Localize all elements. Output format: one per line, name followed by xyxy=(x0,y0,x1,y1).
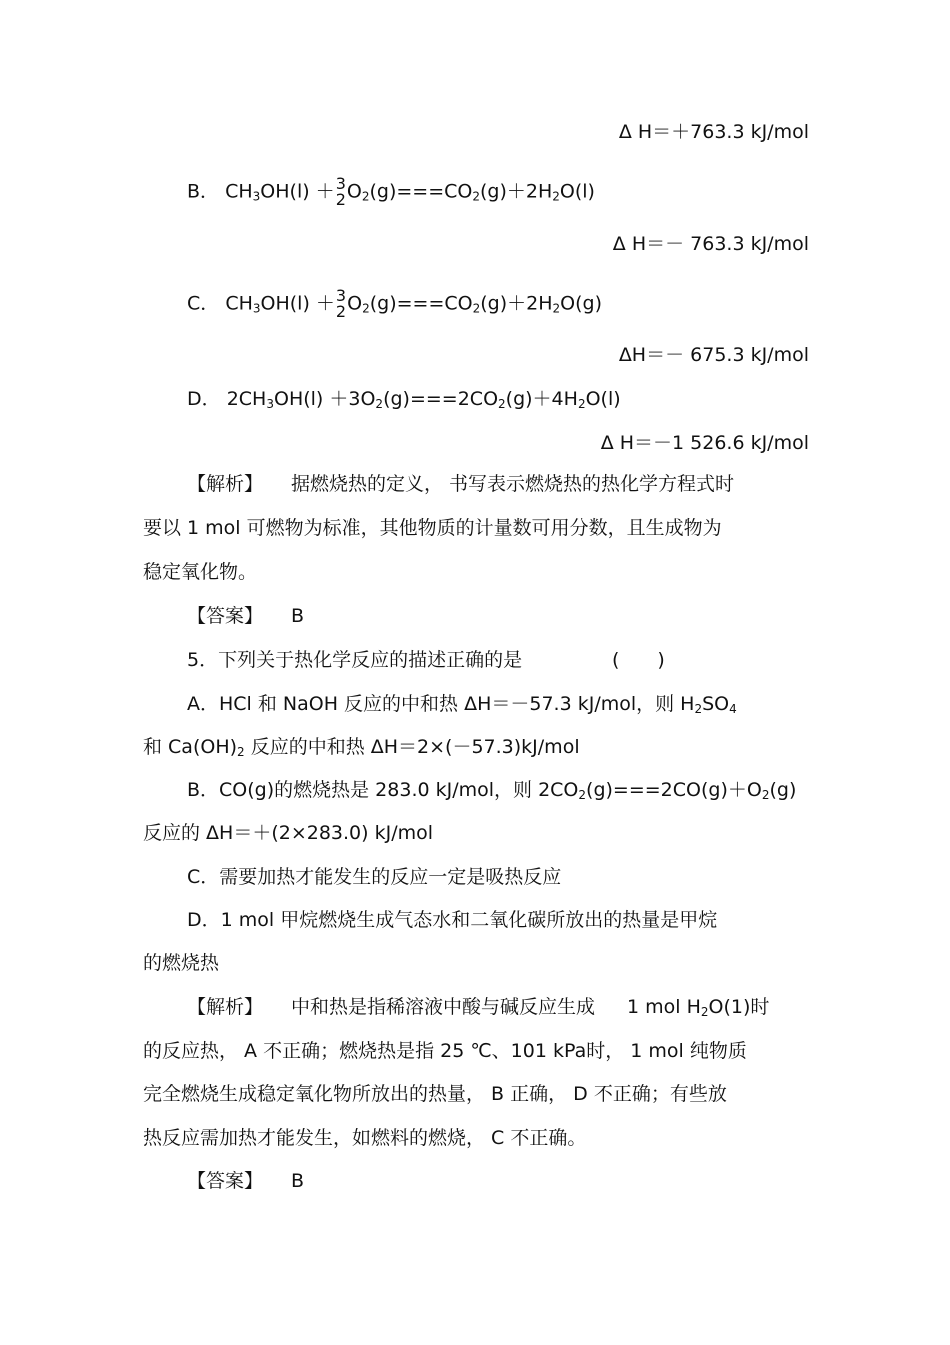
q4-analysis-line-3: 稳定氧化物。 xyxy=(143,561,258,583)
analysis-label: 【解析】 xyxy=(187,473,264,495)
option-d-equation: D． $2CH_3OH(l) +3O_2(g)===2CO_2(g)+4H_2O(l)$ xyxy=(187,388,621,411)
q5-answer-paren: ( ) xyxy=(612,649,665,671)
q5-analysis-line-3: 完全燃烧生成稳定氧化物所放出的热量， B 正确， D 不正确；有些放 xyxy=(143,1083,727,1105)
fraction: 3 2 xyxy=(335,174,346,209)
fraction: 3 2 xyxy=(335,286,347,321)
q5-analysis-line-1: 【解析】 中和热是指稀溶液中酸与碱反应生成 1 mol $H_2O(1)$时 xyxy=(187,996,770,1019)
q4-analysis-line-1: 【解析】 据燃烧热的定义， 书写表示燃烧热的热化学方程式时 xyxy=(187,473,735,495)
q5-analysis-line-4: 热反应需加热才能发生，如燃料的燃烧， C 不正确。 xyxy=(143,1127,587,1149)
analysis-label: 【解析】 xyxy=(187,996,264,1018)
option-d-enthalpy: Δ H＝－1 526.6 kJ/mol xyxy=(600,432,809,454)
q5-option-c: C．需要加热才能发生的反应一定是吸热反应 xyxy=(187,866,562,888)
q5-option-a-line-1: A．HCl 和 NaOH 反应的中和热 ΔH＝－57.3 kJ/mol，则 $H_2SO_4$ xyxy=(187,693,737,716)
q4-analysis-line-2: 要以 1 mol 可燃物为标准，其他物质的计量数可用分数，且生成物为 xyxy=(143,517,722,539)
q5-option-a-line-2: 和 $Ca(OH)_2$ 反应的中和热 ΔH＝2×(－57.3)kJ/mol xyxy=(143,736,580,759)
q5-option-b-line-2: 反应的 ΔH＝＋(2×283.0) kJ/mol xyxy=(143,822,434,844)
answer-label: 【答案】 xyxy=(187,605,264,627)
option-c-enthalpy: ΔH＝－ 675.3 kJ/mol xyxy=(618,344,809,366)
q5-option-d-line-2: 的燃烧热 xyxy=(143,952,220,974)
q5-stem: 5．下列关于热化学反应的描述正确的是 xyxy=(187,649,523,671)
option-b-equation: B． $CH_3OH(l)$ ＋ 3 2 $O_2(g)===CO_2(g)+2H_2O(l)$ xyxy=(187,174,595,209)
option-c-equation: C． $CH_3OH(l)$ ＋ 3 2 $O_2(g)===CO_2(g)+2H_2O(g)$ xyxy=(187,286,602,321)
q4-answer: 【答案】 B xyxy=(187,605,305,627)
answer-label: 【答案】 xyxy=(187,1170,264,1192)
option-a-enthalpy: Δ H＝＋763.3 kJ/mol xyxy=(618,121,809,143)
option-b-enthalpy: Δ H＝－ 763.3 kJ/mol xyxy=(612,233,809,255)
q5-analysis-line-2: 的反应热， A 不正确；燃烧热是指 25 ℃、101 kPa时， 1 mol 纯物质 xyxy=(143,1040,747,1062)
q5-answer: 【答案】 B xyxy=(187,1170,305,1192)
q5-option-b-line-1: B．CO(g)的燃烧热是 283.0 kJ/mol，则 $2CO_2(g)===2CO(g)+O_2(g)$ xyxy=(187,779,797,802)
q5-option-d-line-1: D．1 mol 甲烷燃烧生成气态水和二氧化碳所放出的热量是甲烷 xyxy=(187,909,718,931)
